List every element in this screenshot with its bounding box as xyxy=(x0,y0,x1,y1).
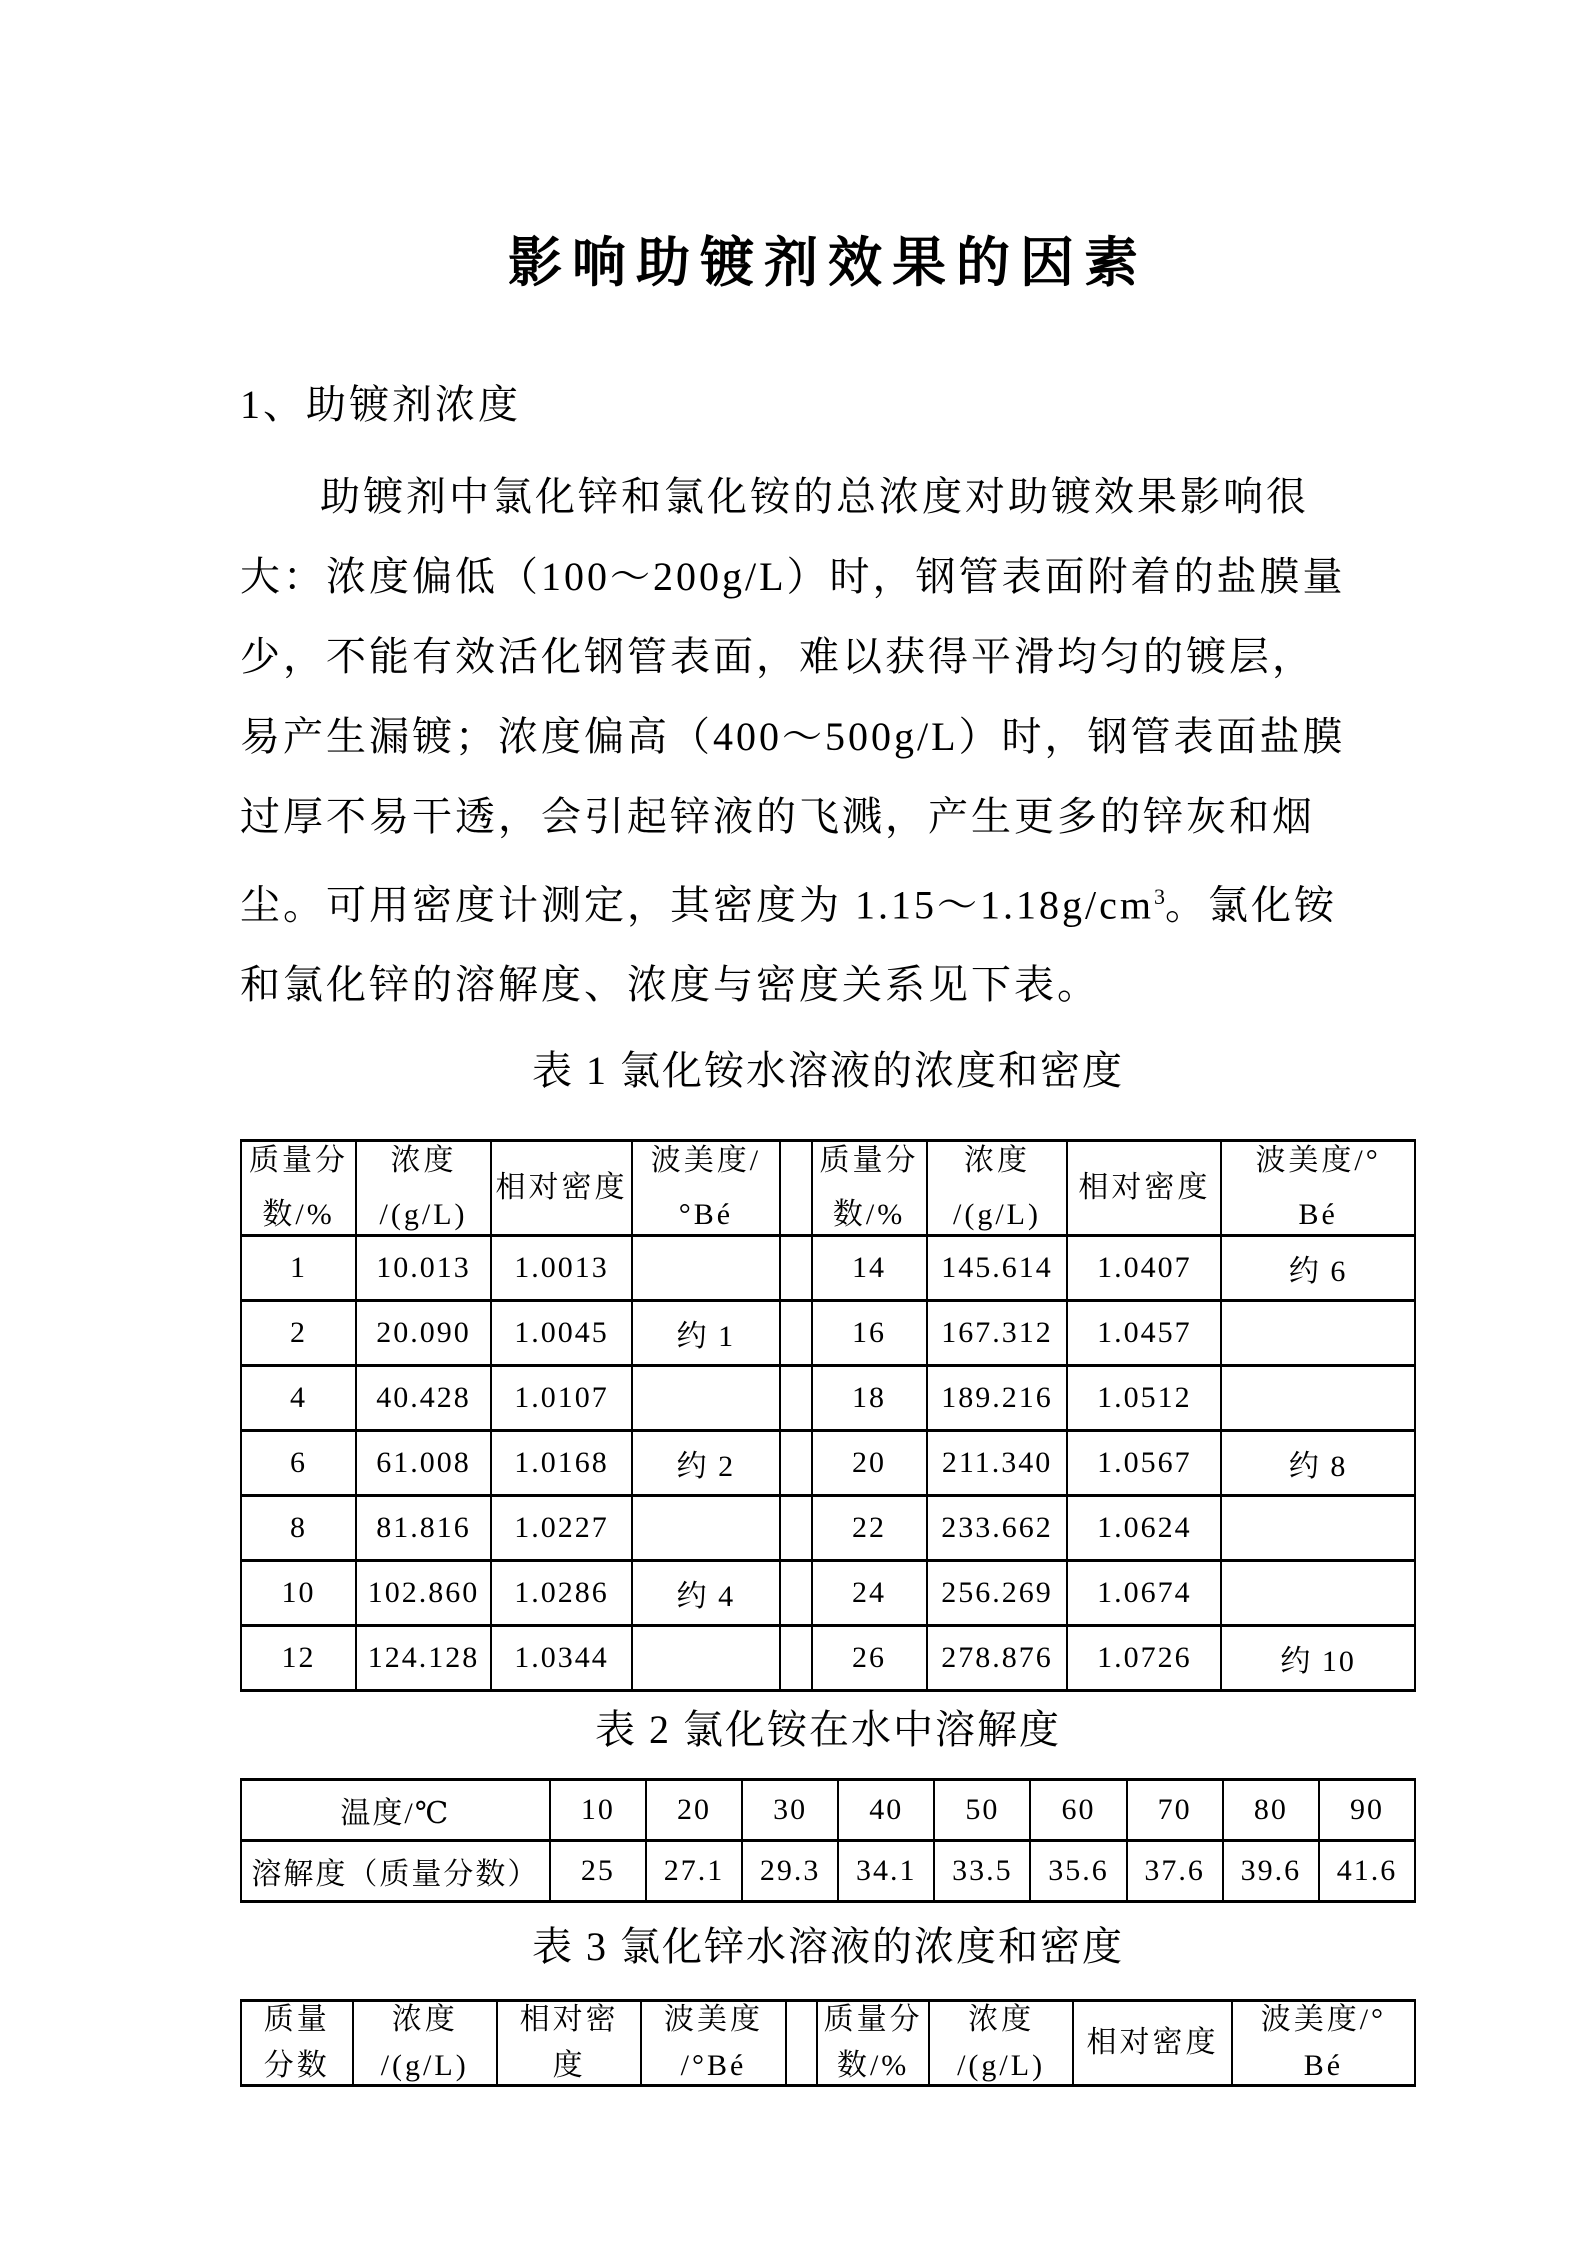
column-header-line: 相对密 xyxy=(519,2003,619,2037)
column-header-spacer xyxy=(786,2001,818,2086)
column-header-line: 数/% xyxy=(832,1198,906,1232)
column-header xyxy=(353,2001,497,2086)
table-row xyxy=(241,1301,1415,1366)
table-cell: 39.6 xyxy=(1223,1841,1319,1902)
table-row xyxy=(241,1366,1415,1431)
column-header-line: 质量分 xyxy=(249,1144,349,1178)
text-run: 易产生漏镀；浓度偏高（400～500g/L）时，钢管表面盐膜 xyxy=(240,714,1346,759)
column-header-line: 数/% xyxy=(836,2049,910,2083)
table-cell xyxy=(1221,1301,1415,1366)
column-header-line: °Bé xyxy=(678,1198,734,1232)
text-run: 大：浓度偏低（100～200g/L）时，钢管表面附着的盐膜量 xyxy=(240,554,1346,599)
table-cell: 189.216 xyxy=(927,1366,1068,1431)
table-cell: 60 xyxy=(1030,1780,1126,1841)
table-cell: 145.614 xyxy=(927,1236,1068,1301)
table-cell: 37.6 xyxy=(1127,1841,1223,1902)
column-header-line: 质量分 xyxy=(819,1144,919,1178)
table-cell: 29.3 xyxy=(742,1841,838,1902)
column-header-line: 波美度/ xyxy=(650,1144,762,1178)
table-row xyxy=(241,1236,1415,1301)
table-cell: 41.6 xyxy=(1319,1841,1415,1902)
table3-zinc-chloride-concentration-density xyxy=(240,1999,1416,2087)
column-header-line: 波美度 xyxy=(663,2003,763,2037)
section-heading: 1、助镀剂浓度 xyxy=(240,382,521,427)
table-cell: 124.128 xyxy=(356,1626,491,1691)
column-header-line: 度 xyxy=(552,2049,586,2083)
table-cell: 14 xyxy=(812,1236,927,1301)
table-cell: 50 xyxy=(934,1780,1030,1841)
table-cell: 1.0407 xyxy=(1067,1236,1221,1301)
table-cell xyxy=(780,1301,812,1366)
column-header xyxy=(1073,2001,1231,2086)
column-header-line: 相对密度 xyxy=(1078,1171,1211,1205)
column-header-line: 质量分 xyxy=(823,2003,923,2037)
column-header-line: Bé xyxy=(1303,2049,1344,2083)
column-header xyxy=(641,2001,785,2086)
table-cell: 22 xyxy=(812,1496,927,1561)
table-cell: 10 xyxy=(550,1780,646,1841)
table-cell: 20 xyxy=(812,1431,927,1496)
table-cell: 70 xyxy=(1127,1780,1223,1841)
table-cell: 233.662 xyxy=(927,1496,1068,1561)
paragraph-line xyxy=(240,697,1416,777)
column-header-line: 浓度 xyxy=(964,1144,1031,1178)
table-cell: 1.0013 xyxy=(491,1236,632,1301)
text-run: 和氯化锌的溶解度、浓度与密度关系见下表。 xyxy=(240,962,1100,1008)
table-cell: 约 2 xyxy=(632,1431,780,1496)
text-run: 少，不能有效活化钢管表面，难以获得平滑均匀的镀层， xyxy=(240,634,1315,679)
table2-body xyxy=(241,1780,1415,1902)
table-cell: 1.0107 xyxy=(491,1366,632,1431)
text-run: 助镀剂中氯化锌和氯化铵的总浓度对助镀效果影响很 xyxy=(320,474,1309,519)
table-cell xyxy=(780,1431,812,1496)
table3-caption: 表 3 氯化锌水溶液的浓度和密度 xyxy=(532,1924,1124,1970)
table-row xyxy=(241,1780,1415,1841)
table-cell xyxy=(780,1366,812,1431)
column-header xyxy=(929,2001,1073,2086)
table-cell xyxy=(1221,1561,1415,1626)
table-cell: 1.0512 xyxy=(1067,1366,1221,1431)
table-cell: 24 xyxy=(812,1561,927,1626)
table-cell: 81.816 xyxy=(356,1496,491,1561)
column-header xyxy=(927,1141,1068,1236)
column-header xyxy=(812,1141,927,1236)
table-cell: 35.6 xyxy=(1030,1841,1126,1902)
table-cell: 40.428 xyxy=(356,1366,491,1431)
paragraph-line xyxy=(240,945,1416,1025)
table-cell: 20.090 xyxy=(356,1301,491,1366)
column-header-line: 浓度 xyxy=(391,2003,458,2037)
text-run: 尘。可用密度计测定，其密度为 1.15～1.18g/cm xyxy=(240,882,1154,928)
table-header-row xyxy=(241,2001,1415,2086)
table-cell: 1.0168 xyxy=(491,1431,632,1496)
table-row xyxy=(241,1496,1415,1561)
table-cell: 10.013 xyxy=(356,1236,491,1301)
paragraph-line xyxy=(240,617,1416,697)
column-header-line: 波美度/° xyxy=(1255,1144,1381,1178)
column-header xyxy=(241,2001,353,2086)
table-header-row xyxy=(241,1141,1415,1236)
column-header-line: /(g/L) xyxy=(380,2049,469,2083)
table-cell: 1.0567 xyxy=(1067,1431,1221,1496)
superscript: 3 xyxy=(1153,884,1165,909)
table-cell: 1 xyxy=(241,1236,356,1301)
column-header-line: 浓度 xyxy=(968,2003,1035,2037)
table-cell: 6 xyxy=(241,1431,356,1496)
column-header xyxy=(491,1141,632,1236)
column-header-line: /(g/L) xyxy=(957,2049,1046,2083)
column-header xyxy=(1067,1141,1221,1236)
paragraph-line xyxy=(240,857,1416,945)
table-cell xyxy=(780,1496,812,1561)
table1-header xyxy=(241,1141,1415,1236)
table-cell xyxy=(780,1626,812,1691)
table-cell: 1.0227 xyxy=(491,1496,632,1561)
table-cell xyxy=(632,1236,780,1301)
table-cell xyxy=(632,1366,780,1431)
table-cell: 1.0045 xyxy=(491,1301,632,1366)
table2-ammonium-chloride-solubility xyxy=(240,1778,1416,1903)
table1-caption: 表 1 氯化铵水溶液的浓度和密度 xyxy=(532,1048,1124,1094)
table-cell: 1.0726 xyxy=(1067,1626,1221,1691)
document-content xyxy=(240,0,1416,2087)
table-cell: 102.860 xyxy=(356,1561,491,1626)
table-cell: 12 xyxy=(241,1626,356,1691)
table1-body xyxy=(241,1236,1415,1691)
column-header-line: 数/% xyxy=(262,1198,335,1232)
table-cell: 溶解度（质量分数） xyxy=(241,1841,550,1902)
table2-caption: 表 2 氯化铵在水中溶解度 xyxy=(595,1707,1061,1753)
column-header-line: 浓度 xyxy=(390,1144,457,1178)
table-cell: 30 xyxy=(742,1780,838,1841)
column-header xyxy=(497,2001,641,2086)
text-run: 过厚不易干透，会引起锌液的飞溅，产生更多的锌灰和烟 xyxy=(240,794,1315,839)
table-cell: 2 xyxy=(241,1301,356,1366)
table-cell: 约 8 xyxy=(1221,1431,1415,1496)
table-cell: 25 xyxy=(550,1841,646,1902)
document-title: 影响助镀剂效果的因素 xyxy=(508,233,1148,293)
table-cell: 1.0624 xyxy=(1067,1496,1221,1561)
column-header-line: 相对密度 xyxy=(495,1171,628,1205)
paragraph-line xyxy=(240,457,1416,537)
table-cell xyxy=(1221,1366,1415,1431)
table-cell: 256.269 xyxy=(927,1561,1068,1626)
column-header-line: /°Bé xyxy=(680,2049,747,2083)
column-header-line: /(g/L) xyxy=(953,1198,1041,1232)
table-cell: 16 xyxy=(812,1301,927,1366)
paragraph-line xyxy=(240,537,1416,617)
table-cell: 26 xyxy=(812,1626,927,1691)
column-header-line: Bé xyxy=(1298,1198,1338,1232)
paragraph-line xyxy=(240,777,1416,857)
table-cell xyxy=(780,1561,812,1626)
table-cell: 33.5 xyxy=(934,1841,1030,1902)
table-cell: 61.008 xyxy=(356,1431,491,1496)
table-cell: 约 1 xyxy=(632,1301,780,1366)
table-cell: 27.1 xyxy=(646,1841,742,1902)
table-cell: 约 10 xyxy=(1221,1626,1415,1691)
table-row xyxy=(241,1431,1415,1496)
column-header xyxy=(1232,2001,1415,2086)
table-cell: 1.0457 xyxy=(1067,1301,1221,1366)
column-header xyxy=(632,1141,780,1236)
table-cell: 约 4 xyxy=(632,1561,780,1626)
table1-ammonium-chloride-concentration-density xyxy=(240,1139,1416,1692)
table3-header xyxy=(241,2001,1415,2086)
column-header-line: 波美度/° xyxy=(1260,2003,1387,2037)
table-cell xyxy=(780,1236,812,1301)
table-cell: 211.340 xyxy=(927,1431,1068,1496)
column-header xyxy=(241,1141,356,1236)
table-cell: 10 xyxy=(241,1561,356,1626)
column-header xyxy=(356,1141,491,1236)
column-header-line: 相对密度 xyxy=(1086,2026,1219,2060)
table-cell: 90 xyxy=(1319,1780,1415,1841)
table-cell: 1.0674 xyxy=(1067,1561,1221,1626)
text-run: 。氯化铵 xyxy=(1164,882,1337,928)
column-header-spacer xyxy=(780,1141,812,1236)
table-cell: 167.312 xyxy=(927,1301,1068,1366)
column-header xyxy=(1221,1141,1415,1236)
table-cell: 8 xyxy=(241,1496,356,1561)
table-row xyxy=(241,1626,1415,1691)
table-cell: 温度/℃ xyxy=(241,1780,550,1841)
table-row xyxy=(241,1841,1415,1902)
table-cell xyxy=(632,1496,780,1561)
table-cell xyxy=(632,1626,780,1691)
table-cell xyxy=(1221,1496,1415,1561)
table-cell: 40 xyxy=(838,1780,934,1841)
table-cell: 278.876 xyxy=(927,1626,1068,1691)
table-cell: 1.0286 xyxy=(491,1561,632,1626)
table-cell: 18 xyxy=(812,1366,927,1431)
table-cell: 34.1 xyxy=(838,1841,934,1902)
column-header-line: 分数 xyxy=(263,2049,330,2083)
body-paragraph xyxy=(240,457,1416,1025)
table-cell: 约 6 xyxy=(1221,1236,1415,1301)
table-cell: 20 xyxy=(646,1780,742,1841)
table-cell: 80 xyxy=(1223,1780,1319,1841)
table-cell: 4 xyxy=(241,1366,356,1431)
table-cell: 1.0344 xyxy=(491,1626,632,1691)
table-row xyxy=(241,1561,1415,1626)
column-header xyxy=(817,2001,929,2086)
column-header-line: 质量 xyxy=(263,2003,330,2037)
column-header-line: /(g/L) xyxy=(379,1198,468,1232)
